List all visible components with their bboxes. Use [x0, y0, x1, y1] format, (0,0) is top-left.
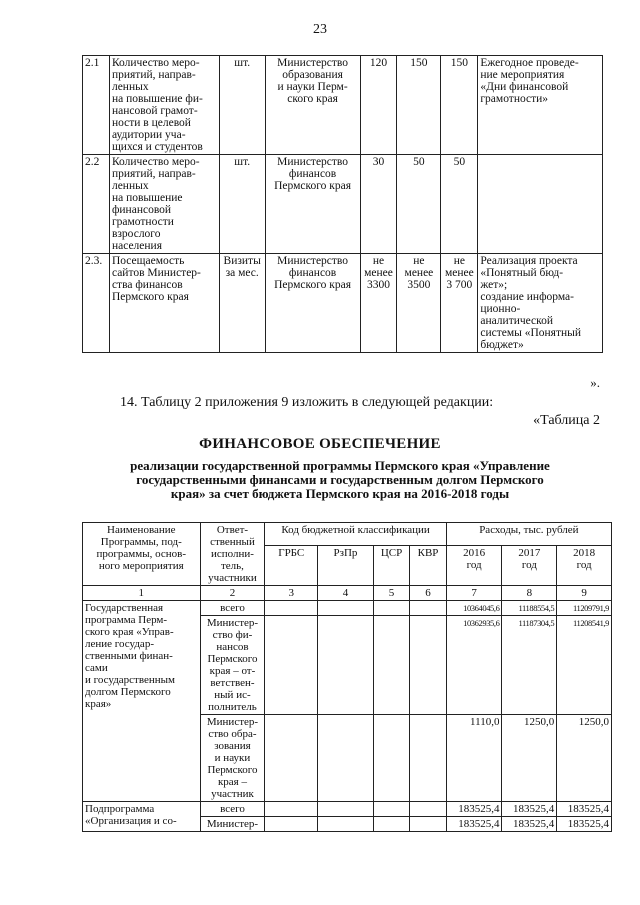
cell-line: долгом Пермского	[85, 686, 171, 698]
table-row	[83, 56, 603, 155]
column-number: 9	[557, 586, 612, 601]
indicator-name	[109, 155, 219, 254]
budget-code-cell	[318, 601, 374, 616]
table-row	[83, 601, 612, 616]
header-expenses: Расходы, тыс. рублей	[446, 523, 611, 546]
cell-line: шт.	[234, 57, 251, 69]
column-number: 2	[200, 586, 265, 601]
cell-line: грамотности»	[480, 93, 549, 105]
cell-line: 2018	[573, 546, 596, 559]
cell-line: Подпрограмма	[85, 803, 155, 815]
cell-line: аналитической	[480, 315, 554, 327]
expense-2017: 11188554,5	[502, 601, 557, 616]
cell-line: ние мероприятия	[480, 69, 565, 81]
cell-line: полнитель	[208, 701, 257, 713]
cell-line: участник	[211, 788, 254, 800]
unit-cell	[219, 254, 265, 353]
budget-code-cell	[318, 802, 374, 817]
cell-line: ственный	[210, 536, 255, 548]
cell-line: нансов	[216, 641, 249, 653]
budget-code-cell	[373, 601, 409, 616]
column-number: 3	[265, 586, 318, 601]
cell-line: Пермского края	[111, 291, 189, 303]
cell-line: создание информа-	[480, 291, 574, 303]
cell-line: ство обра-	[208, 728, 257, 740]
unit-cell	[219, 155, 265, 254]
cell-line: программа Перм-	[85, 614, 168, 626]
responsible-org	[265, 155, 360, 254]
responsible-cell	[200, 802, 265, 817]
expense-2016: 10362935,6	[446, 616, 502, 715]
header-row	[83, 523, 612, 546]
cell-line: год	[576, 558, 592, 571]
expense-2016: 183525,4	[446, 817, 502, 832]
header-year	[557, 545, 612, 586]
column-number: 7	[446, 586, 502, 601]
cell-line: ленных	[111, 180, 149, 192]
cell-line: края –	[217, 776, 247, 788]
indicator-name	[109, 56, 219, 155]
cell-line: «Дни финансовой	[480, 81, 569, 93]
cell-line: исполни-	[211, 548, 254, 560]
cell-line: ветствен-	[210, 677, 255, 689]
cell-line: всего	[220, 602, 245, 614]
expense-2018: 11208541,9	[557, 616, 612, 715]
cell-line: 3500	[407, 279, 431, 291]
cell-line: и науки Перм-	[277, 81, 348, 93]
cell-line: Ежегодное проведе-	[480, 57, 579, 69]
budget-code-cell	[410, 817, 446, 832]
cell-line: 3300	[366, 279, 390, 291]
cell-line: и государственным	[85, 674, 175, 686]
table-row	[83, 155, 603, 254]
cell-line: не	[372, 255, 385, 267]
table-label: «Таблица 2	[533, 413, 600, 428]
value-2018	[441, 56, 478, 155]
unit-cell	[219, 56, 265, 155]
responsible-cell	[200, 616, 265, 715]
header-responsible	[200, 523, 265, 586]
cell-line: участники	[208, 572, 257, 584]
budget-code-cell	[265, 802, 318, 817]
expense-2016: 183525,4	[446, 802, 502, 817]
cell-line: программы, основ-	[96, 548, 187, 560]
cell-line: сайтов Министер-	[111, 267, 201, 279]
cell-line: «Понятный бюд-	[480, 267, 564, 279]
cell-line: 120	[369, 57, 388, 69]
instruction-text: 14. Таблицу 2 приложения 9 изложить в следующей редакции:	[120, 395, 494, 410]
cell-line: грамотности	[111, 216, 174, 228]
cell-line: год	[466, 558, 482, 571]
cell-line: приятий, направ-	[111, 69, 196, 81]
cell-line: населения	[111, 240, 163, 252]
note-cell	[478, 254, 603, 353]
expense-2018: 1250,0	[557, 715, 612, 802]
responsible-cell	[200, 601, 265, 616]
budget-code-cell	[265, 601, 318, 616]
table-row	[83, 802, 612, 817]
cell-line: 3 700	[446, 279, 473, 291]
column-number-row	[83, 586, 612, 601]
cell-line: 30	[372, 156, 385, 168]
cell-line: ства финансов	[111, 279, 183, 291]
cell-line: жет»;	[480, 279, 508, 291]
note-cell	[478, 56, 603, 155]
cell-line: Министерство	[277, 57, 349, 69]
cell-line: аудитории уча-	[111, 129, 186, 141]
cell-line: год	[521, 558, 537, 571]
cell-line: Количество меро-	[111, 57, 200, 69]
cell-line: не	[413, 255, 425, 267]
cell-line: Реализация проекта	[480, 255, 578, 267]
cell-line: 150	[410, 57, 428, 69]
expense-2018: 11209791,9	[557, 601, 612, 616]
budget-code-cell	[265, 616, 318, 715]
expense-2017: 11187304,5	[502, 616, 557, 715]
cell-line: 50	[413, 156, 425, 168]
cell-line: 2016	[463, 546, 486, 559]
indicator-name	[109, 254, 219, 353]
value-2017	[397, 155, 441, 254]
cell-line: Наименование	[107, 524, 176, 536]
cell-line: Визиты	[223, 255, 261, 267]
subtitle-line: края» за счет бюджета Пермского края на 2016-2018 годы	[170, 486, 510, 501]
cell-line: менее	[404, 267, 434, 279]
cell-line: менее	[444, 267, 474, 279]
header-year	[446, 545, 502, 586]
cell-line: нансовой грамот-	[111, 105, 198, 117]
cell-line: щихся и студентов	[111, 141, 203, 153]
budget-code-cell	[410, 715, 446, 802]
cell-line: Министер-	[206, 716, 259, 728]
expense-2017: 183525,4	[502, 817, 557, 832]
budget-code-cell	[410, 601, 446, 616]
cell-line: 150	[450, 57, 468, 69]
cell-line: тель,	[220, 560, 244, 572]
cell-line: и науки	[214, 752, 251, 764]
cell-line: на повышение фи-	[111, 93, 203, 105]
budget-code-cell	[318, 616, 374, 715]
budget-code-cell	[373, 616, 409, 715]
cell-line: ного мероприятия	[98, 560, 184, 572]
cell-line: 50	[453, 156, 466, 168]
cell-line: бюджет»	[480, 339, 524, 351]
cell-line: финансов	[288, 168, 337, 180]
header-budget-code: Код бюджетной классификации	[265, 523, 446, 546]
budget-code-cell	[373, 715, 409, 802]
value-2018	[441, 254, 478, 353]
expense-2018: 183525,4	[557, 817, 612, 832]
column-number: 5	[373, 586, 409, 601]
cell-line: Посещаемость	[111, 255, 185, 267]
value-2016	[360, 56, 397, 155]
responsible-org	[265, 56, 360, 155]
cell-line: Министер-	[206, 818, 259, 830]
header-code-col: ГРБС	[265, 545, 318, 586]
cell-line: не	[453, 255, 465, 267]
row-number: 2.2	[83, 155, 110, 254]
column-number: 8	[502, 586, 557, 601]
budget-code-cell	[410, 616, 446, 715]
financing-table	[82, 522, 612, 832]
program-name	[83, 601, 201, 802]
cell-line: ского края	[287, 93, 338, 105]
header-name	[83, 523, 201, 586]
cell-line: Министер-	[206, 617, 259, 629]
header-code-col: РзПр	[318, 545, 374, 586]
page-number: 23	[313, 22, 327, 37]
budget-code-cell	[318, 817, 374, 832]
responsible-cell	[200, 715, 265, 802]
budget-code-cell	[265, 817, 318, 832]
subprogram-name	[83, 802, 201, 832]
header-year	[502, 545, 557, 586]
cell-line: всего	[220, 803, 245, 815]
value-2016	[360, 155, 397, 254]
cell-line: Программы, под-	[100, 536, 182, 548]
budget-code-cell	[318, 715, 374, 802]
cell-line: 2017	[518, 546, 541, 559]
expense-2017: 183525,4	[502, 802, 557, 817]
cell-line: менее	[364, 267, 393, 279]
cell-line: за мес.	[225, 267, 259, 279]
expense-2018: 183525,4	[557, 802, 612, 817]
cell-line: ционно-	[480, 303, 521, 315]
cell-line: финансов	[288, 267, 337, 279]
value-2017	[397, 56, 441, 155]
table-row	[83, 254, 603, 353]
cell-line: сами	[85, 662, 108, 674]
cell-line: Ответ-	[216, 524, 249, 536]
column-number: 1	[83, 586, 201, 601]
row-number: 2.1	[83, 56, 110, 155]
value-2016	[360, 254, 397, 353]
cell-line: ственными финан-	[85, 650, 173, 662]
responsible-cell	[200, 817, 265, 832]
cell-line: ление государ-	[85, 638, 154, 650]
cell-line: края»	[85, 698, 112, 710]
section-title: ФИНАНСОВОЕ ОБЕСПЕЧЕНИЕ	[199, 436, 441, 452]
value-2017	[397, 254, 441, 353]
budget-code-cell	[410, 802, 446, 817]
cell-line: образования	[282, 69, 343, 81]
cell-line: ского края «Управ-	[85, 626, 174, 638]
budget-code-cell	[265, 715, 318, 802]
cell-line: Пермского края	[274, 180, 352, 192]
cell-line: Пермского края	[274, 279, 352, 291]
cell-line: системы «Понятный	[480, 327, 582, 339]
budget-code-cell	[373, 817, 409, 832]
cell-line: взрослого	[111, 228, 161, 240]
row-number: 2.3.	[83, 254, 110, 353]
cell-line: финансовой	[111, 204, 172, 216]
cell-line: ство фи-	[212, 629, 253, 641]
value-2018	[441, 155, 478, 254]
column-number: 4	[318, 586, 374, 601]
section-subtitle	[80, 459, 600, 501]
subtitle-line: реализации государственной программы Пермского края «Управление	[130, 458, 550, 473]
note-cell	[478, 155, 603, 254]
cell-line: зования	[214, 740, 251, 752]
expense-2017: 1250,0	[502, 715, 557, 802]
expense-2016: 1110,0	[446, 715, 502, 802]
cell-line: Пермского	[207, 764, 258, 776]
indicators-table	[82, 55, 603, 353]
cell-line: Количество меро-	[111, 156, 200, 168]
cell-line: Министерство	[277, 156, 349, 168]
budget-code-cell	[373, 802, 409, 817]
responsible-org	[265, 254, 360, 353]
cell-line: на повышение	[111, 192, 183, 204]
cell-line: края – от-	[209, 665, 256, 677]
cell-line: ленных	[111, 81, 149, 93]
expense-2016: 10364045,6	[446, 601, 502, 616]
cell-line: Пермского	[207, 653, 258, 665]
cell-line: ный ис-	[214, 689, 251, 701]
cell-line: Министерство	[277, 255, 349, 267]
cell-line: шт.	[234, 156, 251, 168]
header-code-col: КВР	[410, 545, 446, 586]
cell-line: ности в целевой	[111, 117, 191, 129]
subtitle-line: государственными финансами и государственным долгом Пермского	[136, 472, 544, 487]
column-number: 6	[410, 586, 446, 601]
closing-quote: ».	[590, 375, 600, 390]
cell-line: Государственная	[85, 602, 164, 614]
cell-line: приятий, направ-	[111, 168, 196, 180]
header-code-col: ЦСР	[373, 545, 409, 586]
cell-line: «Организация и со-	[85, 815, 177, 827]
